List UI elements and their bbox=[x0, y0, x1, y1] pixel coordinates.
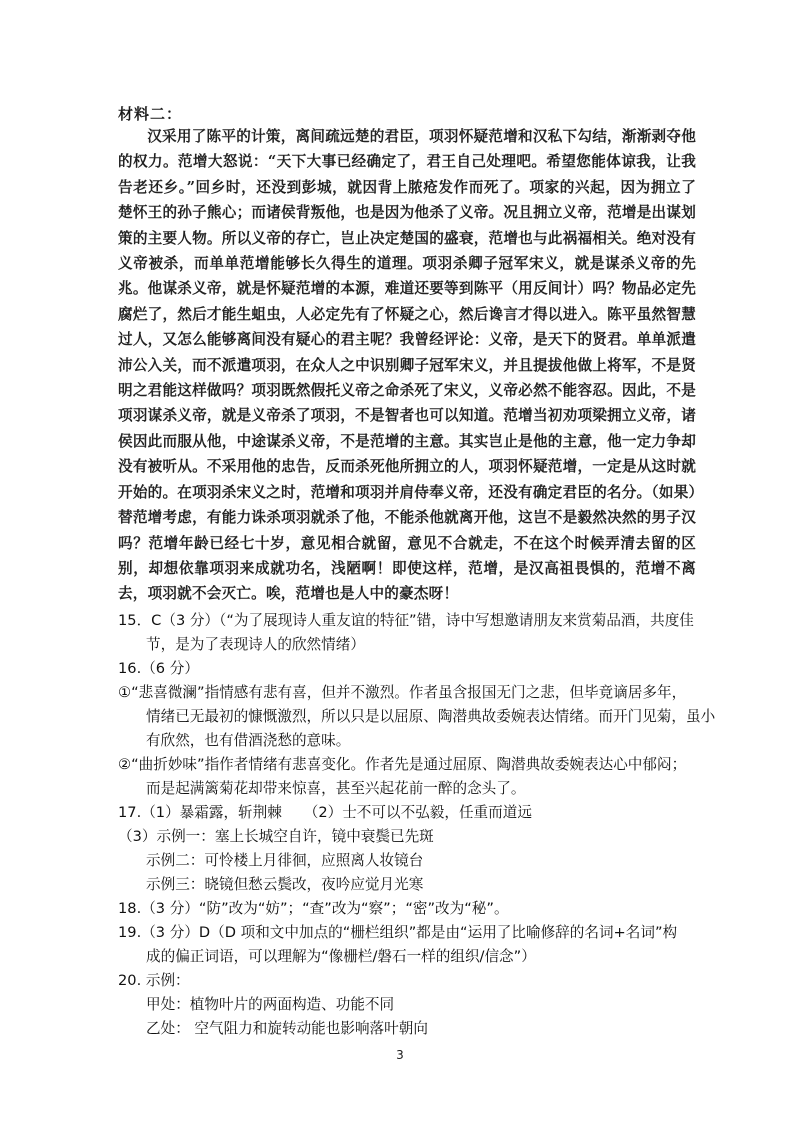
answer-20-line-1: 甲处：植物叶片的两面构造、功能不同 bbox=[146, 996, 395, 1013]
material-paragraph: 汉采用了陈平的计策，离间疏远楚的君臣，项羽怀疑范增和汉私下勾结，渐渐剥夺他的权力。范增大怒说：“天下大事已经确定了，君王自己处理吧。希望您能体谅我，让我告老还乡。”回乡时，还没到彭城，就因背上脓疮发作而死了。项家的兴起，因为拥立了楚怀王的孙子熊心；而诸侯背叛他，也是因为他杀了义帝。况且拥立义帝，范增是出谋划策的主要人物。所以义帝的存亡，岂止决定楚国的盛衰，范增也与此祸福相关。绝对没有义帝被杀，而单单范增能够长久得生的道理。项羽杀卿子冠军宋义，就是谋杀义帝的先兆。他谋杀义帝，就是怀疑范增的本源，难道还要等到陈平（用反间计）吗？物品必定先腐烂了，然后才能生蛆虫，人必定先有了怀疑之心，然后谗言才得以进入。陈平虽然智慧过人，又怎么能够离间没有疑心的君主呢？我曾经评论：义帝，是天下的贤君。单单派遣沛公入关，而不派遣项羽，在众人之中识别卿子冠军宋义，并且提拔他做上将军，不是贤明之君能这样做吗？项羽既然假托义帝之命杀死了宋义，义帝必然不能容忍。因此，不是项羽谋杀义帝，就是义帝杀了项羽，不是智者也可以知道。范增当初劝项梁拥立义帝，诸侯因此而服从他，中途谋杀义帝，不是范增的主意。其实岂止是他的主意，他一定力争却没有被听从。不采用他的忠告，反而杀死他所拥立的人，项羽怀疑范增，一定是从这时就开始的。在项羽杀宋义之时，范增和项羽并肩侍奉义帝，还没有确定君臣的名分。（如果）替范增考虑，有能力诛杀项羽就杀了他，不能杀他就离开他，这岂不是毅然决然的男子汉吗？范增年龄已经七十岁，意见相合就留，意见不合就走，不在这个时候弄清去留的区别，却想依靠项羽来成就功名，浅陋啊！即使这样，范增，是汉高祖畏惧的，范增不离去，项羽就不会灭亡。唉，范增也是人中的豪杰呀！ bbox=[118, 128, 696, 603]
answer-19-line-1: 19.（3 分）D（D 项和文中加点的“栅栏组织”都是由“运用了比喻修辞的名词+名词”构 bbox=[118, 924, 678, 941]
answer-17-line-4: 示例三：晓镜但愁云鬓改，夜吟应觉月光寒 bbox=[146, 876, 424, 893]
material-passage bbox=[118, 124, 696, 607]
answer-19-line-2: 成的偏正词语，可以理解为“像栅栏/磐石一样的组织/信念”） bbox=[146, 948, 536, 965]
answer-16-point-2-line-2: 而是起满篱菊花却带来惊喜，甚至兴起花前一醉的念头了。 bbox=[146, 780, 526, 797]
page-number: 3 bbox=[396, 1048, 404, 1062]
answer-17-line-2: （3）示例一：塞上长城空自许，镜中衰鬓已先斑 bbox=[118, 828, 434, 845]
answer-16-heading: 16.（6 分） bbox=[118, 660, 199, 677]
answer-18: 18.（3 分）“防”改为“妨”；“查”改为“察”；“密”改为“秘”。 bbox=[118, 900, 509, 917]
answer-20-line-2: 乙处： 空气阻力和旋转动能也影响落叶朝向 bbox=[146, 1020, 428, 1037]
answer-section bbox=[118, 609, 716, 1041]
answer-16-point-1-line-1: ①“悲喜微澜”指情感有悲有喜，但并不激烈。作者虽含报国无门之悲，但毕竟谪居多年， bbox=[118, 684, 687, 701]
answer-17-line-3: 示例二：可怜楼上月徘徊，应照离人妆镜台 bbox=[146, 852, 424, 869]
material-title: 材料二： bbox=[118, 105, 183, 123]
answer-17-line-1: 17.（1）暴霜露，斩荆棘 （2）士不可以不弘毅，任重而道远 bbox=[118, 804, 532, 821]
answer-20-heading: 20. 示例： bbox=[118, 972, 190, 989]
answer-16-point-2-line-1: ②“曲折妙味”指作者情绪有悲喜变化。作者先是通过屈原、陶潜典故委婉表达心中郁闷； bbox=[118, 756, 687, 773]
answer-16-point-1-line-3: 有欣然，也有借酒浇愁的意味。 bbox=[146, 732, 351, 749]
answer-15-line-1: 15．C（3 分）（“为了展现诗人重友谊的特征”错，诗中写想邀请朋友来赏菊品酒，共度佳 bbox=[118, 612, 694, 629]
answer-16-point-1-line-2: 情绪已无最初的慷慨激烈，所以只是以屈原、陶潜典故委婉表达情绪。而开门见菊，虽小 bbox=[146, 708, 716, 725]
answer-15-line-2: 节，是为了表现诗人的欣然情绪） bbox=[146, 636, 365, 653]
